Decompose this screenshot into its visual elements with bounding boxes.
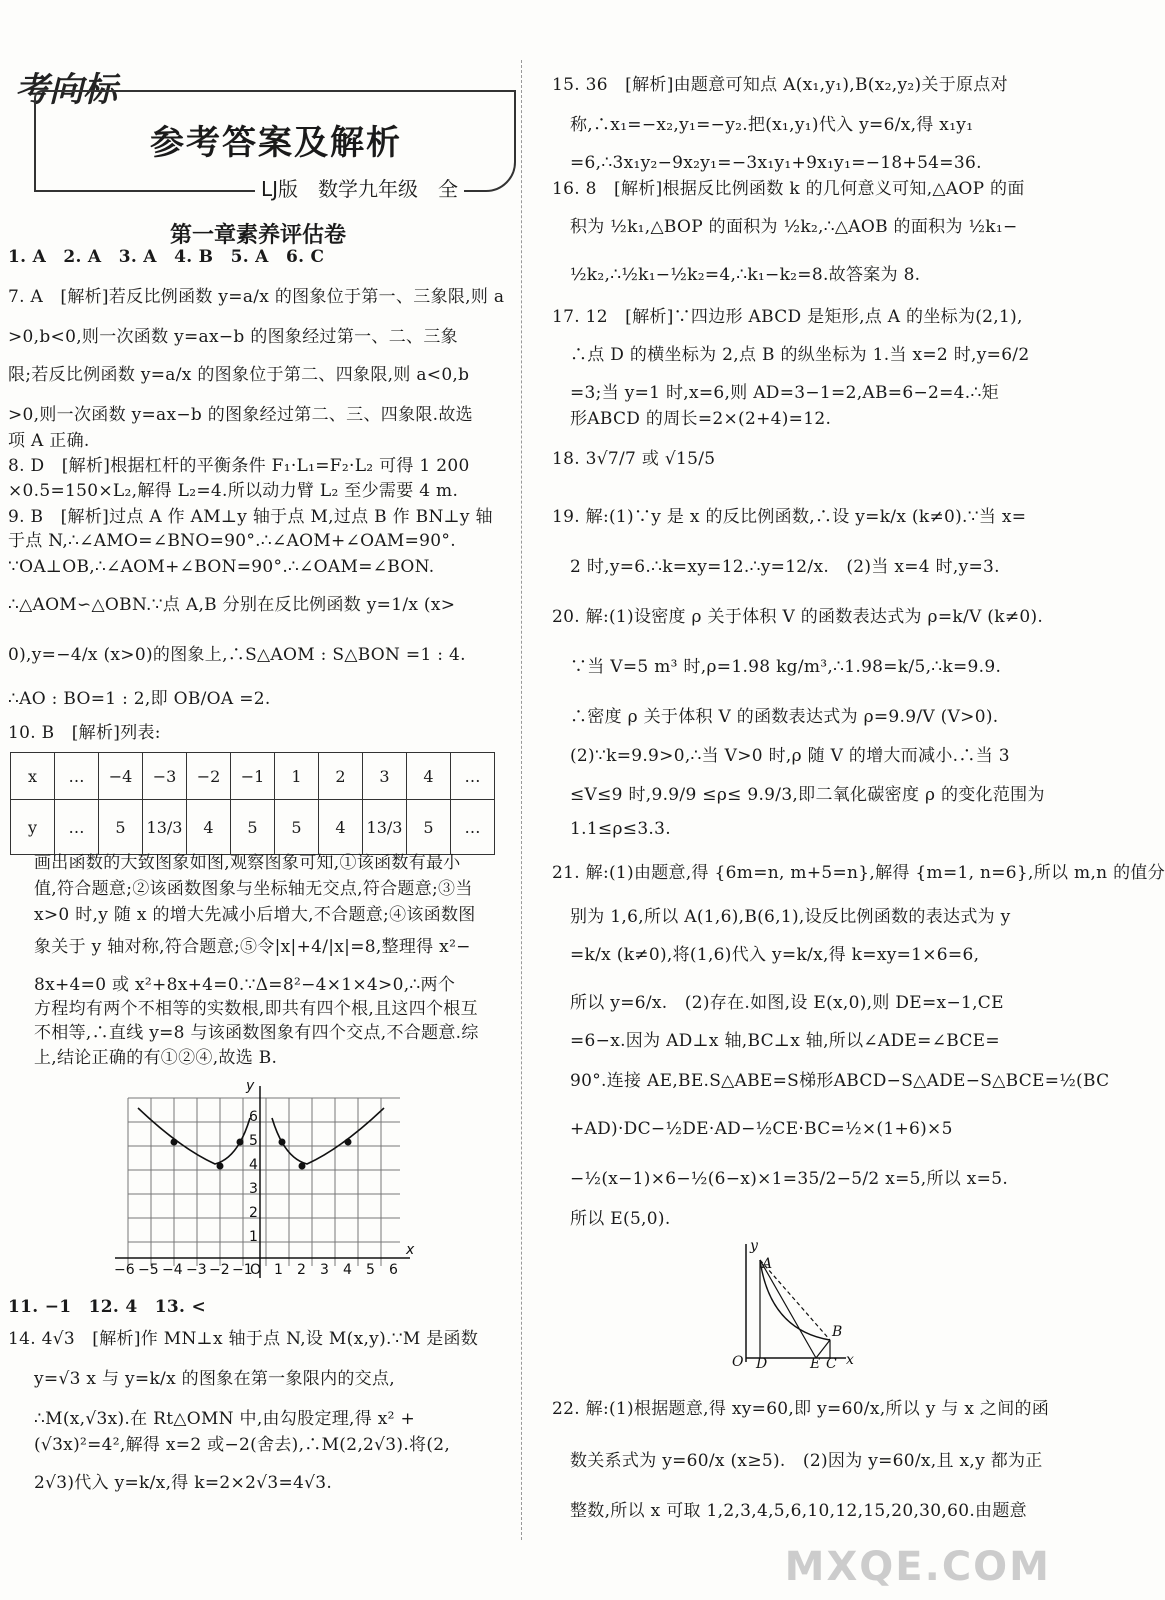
answer-line: >0,则一次函数 y=ax−b 的图象经过第二、三、四象限.故选 — [8, 405, 473, 425]
answer-line: 于点 N,∴∠AMO=∠BNO=90°.∴∠AOM+∠OAM=90°. — [8, 531, 456, 551]
table-cell: −2 — [187, 753, 231, 800]
answer-line: 所以 y=6/x. (2)存在.如图,设 E(x,0),则 DE=x−1,CE — [570, 993, 1004, 1013]
answer-line: 0),y=−4/x (x>0)的图象上,∴S△AOM : S△BON =1 : 4. — [8, 645, 466, 665]
answer-line: 限;若反比例函数 y=a/x 的图象位于第二、四象限,则 a<0,b — [8, 365, 470, 385]
table-cell: 5 — [99, 800, 143, 855]
answer-line: 17. 12 [解析]∵四边形 ABCD 是矩形,点 A 的坐标为(2,1), — [552, 307, 1023, 327]
segment-AB — [760, 1260, 830, 1340]
answer-line: 8. D [解析]根据杠杆的平衡条件 F₁·L₁=F₂·L₂ 可得 1 200 — [8, 456, 470, 476]
answer-line: 9. B [解析]过点 A 作 AM⊥y 轴于点 M,过点 B 作 BN⊥y 轴 — [8, 507, 493, 527]
answer-line: 形ABCD 的周长=2×(2+4)=12. — [570, 409, 832, 429]
answer-line: 18. 3√7/7 或 √15/5 — [552, 449, 716, 469]
table-cell: y — [11, 800, 55, 855]
answer-line: 90°.连接 AE,BE.S△ABE=S梯形ABCD−S△ADE−S△BCE=½(BC — [570, 1071, 1110, 1091]
answer-line: 积为 ½k₁,△BOP 的面积为 ½k₂,∴△AOB 的面积为 ½k₁− — [570, 217, 1018, 237]
x-tick-label: 4 — [343, 1262, 352, 1278]
answer-line: (√3x)²=4²,解得 x=2 或−2(舍去),∴M(2,2√3).将(2, — [34, 1435, 451, 1455]
answer-line: 11. −1 12. 4 13. < — [8, 1297, 207, 1317]
answer-line: =6−x.因为 AD⊥x 轴,BC⊥x 轴,所以∠ADE=∠BCE= — [570, 1031, 1000, 1051]
answer-line: (2)∵k=9.9>0,∴当 V>0 时,ρ 随 V 的增大而减小.∴当 3 — [570, 746, 1010, 766]
table-cell: 5 — [275, 800, 319, 855]
answer-line: 20. 解:(1)设密度 ρ 关于体积 V 的函数表达式为 ρ=k/V (k≠0). — [552, 607, 1044, 627]
table-cell: −4 — [99, 753, 143, 800]
table-cell: 4 — [407, 753, 451, 800]
x-tick-label: 5 — [366, 1262, 375, 1278]
answer-line: 2√3)代入 y=k/x,得 k=2×2√3=4√3. — [34, 1473, 333, 1493]
table-cell: … — [55, 800, 99, 855]
answer-line: 所以 E(5,0). — [570, 1209, 671, 1229]
answer-line: 10. B [解析]列表: — [8, 723, 161, 743]
answer-line: ∴点 D 的横坐标为 2,点 B 的纵坐标为 1.当 x=2 时,y=6/2 — [570, 345, 1030, 365]
value-table — [10, 752, 495, 855]
x-tick-label: 2 — [297, 1262, 306, 1278]
graph-point — [345, 1139, 352, 1146]
figure-label-C: C — [826, 1356, 837, 1372]
figure-label-B: B — [832, 1324, 843, 1340]
answer-line: =k/x (k≠0),将(1,6)代入 y=k/x,得 k=xy=1×6=6, — [570, 945, 980, 965]
y-tick-label: 1 — [249, 1229, 258, 1245]
figure-label-O: O — [732, 1354, 744, 1370]
answer-line: +AD)·DC−½DE·AD−½CE·BC=½×(1+6)×5 — [570, 1119, 953, 1139]
answer-line: ∴AO : BO=1 : 2,即 OB/OA =2. — [8, 689, 271, 709]
table-row-y — [11, 800, 495, 855]
answer-line: 15. 36 [解析]由题意可知点 A(x₁,y₁),B(x₂,y₂)关于原点对 — [552, 75, 1008, 95]
y-axis-label: y — [246, 1078, 255, 1094]
x-tick-label: −4 — [162, 1262, 183, 1278]
answer-line: ≤V≤9 时,9.9/9 ≤ρ≤ 9.9/3,即二氧化碳密度 ρ 的变化范围为 — [570, 785, 1045, 805]
answer-line: 数关系式为 y=60/x (x≥5). (2)因为 y=60/x,且 x,y 都为正 — [570, 1451, 1043, 1471]
table-cell: … — [451, 800, 495, 855]
column-divider — [521, 60, 522, 1540]
graph-point — [217, 1163, 224, 1170]
figure-label-D: D — [756, 1356, 768, 1372]
graph-point — [299, 1163, 306, 1170]
answer-line: 象关于 y 轴对称,符合题意;⑤令|x|+4/|x|=8,整理得 x²− — [34, 937, 471, 957]
table-cell: 4 — [187, 800, 231, 855]
answer-line: 方程均有两个不相等的实数根,即共有四个根,且这四个根互 — [34, 999, 478, 1019]
table-cell: −1 — [231, 753, 275, 800]
x-tick-label: 3 — [320, 1262, 329, 1278]
answer-line: 1. A 2. A 3. A 4. B 5. A 6. C — [8, 247, 325, 267]
answer-line: 2 时,y=6.∴k=xy=12.∴y=12/x. (2)当 x=4 时,y=3. — [570, 557, 1000, 577]
page-title: 参考答案及解析 — [150, 123, 402, 163]
graph-curve-left — [138, 1108, 250, 1164]
graph-point — [171, 1139, 178, 1146]
figure-label-E: E — [810, 1356, 821, 1372]
answer-line: 1.1≤ρ≤3.3. — [570, 819, 671, 839]
x-tick-label: −2 — [209, 1262, 230, 1278]
graph-grid — [128, 1098, 400, 1266]
x-axis-label: x — [406, 1242, 415, 1258]
answer-line: 上,结论正确的有①②④,故选 B. — [34, 1048, 278, 1068]
table-cell: 13/3 — [363, 800, 407, 855]
y-tick-label: 6 — [249, 1109, 258, 1125]
table-cell: x — [11, 753, 55, 800]
x-tick-label: 1 — [274, 1262, 283, 1278]
answer-line: −½(x−1)×6−½(6−x)×1=35/2−5/2 x=5,所以 x=5. — [570, 1169, 1009, 1189]
table-cell: 2 — [319, 753, 363, 800]
y-tick-label: 4 — [249, 1157, 258, 1173]
x-tick-label: −5 — [138, 1262, 159, 1278]
x-tick-label: −1 — [232, 1262, 253, 1278]
y-tick-label: 3 — [249, 1181, 258, 1197]
watermark: MXQE.COM — [784, 1544, 1051, 1590]
segment-AE — [760, 1260, 816, 1358]
answer-line: ∴密度 ρ 关于体积 V 的函数表达式为 ρ=9.9/V (V>0). — [570, 707, 999, 727]
table-cell: 5 — [407, 800, 451, 855]
answer-line: ∴M(x,√3x).在 Rt△OMN 中,由勾股定理,得 x² + — [34, 1409, 416, 1429]
answer-line: 14. 4√3 [解析]作 MN⊥x 轴于点 N,设 M(x,y).∵M 是函数 — [8, 1329, 479, 1349]
y-tick-label: 2 — [249, 1205, 258, 1221]
answer-line: =3;当 y=1 时,x=6,则 AD=3−1=2,AB=6−2=4.∴矩 — [570, 383, 999, 403]
table-cell: 13/3 — [143, 800, 187, 855]
x-tick-label: 6 — [389, 1262, 398, 1278]
figure-label-x: x — [846, 1352, 854, 1368]
table-cell: 1 — [275, 753, 319, 800]
answer-line: ∵OA⊥OB,∴∠AOM+∠BON=90°.∴∠OAM=∠BON. — [8, 557, 435, 577]
answer-line: x>0 时,y 随 x 的增大先减小后增大,不合题意;④该函数图 — [34, 905, 476, 925]
answer-line: ∴△AOM∽△OBN.∵点 A,B 分别在反比例函数 y=1/x (x> — [8, 595, 456, 615]
table-cell: 4 — [319, 800, 363, 855]
answer-line: 8x+4=0 或 x²+8x+4=0.∵Δ=8²−4×1×4>0,∴两个 — [34, 975, 456, 995]
answer-line: 画出函数的大致图象如图,观察图象可知,①该函数有最小 — [34, 853, 461, 873]
answer-line: >0,b<0,则一次函数 y=ax−b 的图象经过第一、二、三象 — [8, 327, 458, 347]
answer-line: 7. A [解析]若反比例函数 y=a/x 的图象位于第一、三象限,则 a — [8, 287, 505, 307]
answer-line: 不相等,∴直线 y=8 与该函数图象有四个交点,不合题意.综 — [34, 1023, 479, 1043]
table-cell: … — [451, 753, 495, 800]
page-subtitle: LJ版 数学九年级 全 — [255, 173, 464, 202]
graph-point — [237, 1139, 244, 1146]
y-tick-label: 5 — [249, 1133, 258, 1149]
section-title: 第一章素养评估卷 — [170, 223, 347, 248]
table-row-x — [11, 753, 495, 800]
answer-line: 22. 解:(1)根据题意,得 xy=60,即 y=60/x,所以 y 与 x 之间的函 — [552, 1399, 1050, 1419]
table-cell: −3 — [143, 753, 187, 800]
origin-label: O — [250, 1262, 262, 1278]
figure-label-y: y — [750, 1238, 758, 1254]
figure-label-A: A — [762, 1256, 773, 1272]
table-cell: 3 — [363, 753, 407, 800]
table-cell: … — [55, 753, 99, 800]
answer-line: ×0.5=150×L₂,解得 L₂=4.所以动力臂 L₂ 至少需要 4 m. — [8, 481, 459, 501]
geometry-figure — [726, 1238, 856, 1370]
brand-logo: 考向标 — [15, 70, 117, 110]
answer-line: 别为 1,6,所以 A(1,6),B(6,1),设反比例函数的表达式为 y — [570, 907, 1011, 927]
answer-line: ∵当 V=5 m³ 时,ρ=1.98 kg/m³,∴1.98=k/5,∴k=9.9. — [570, 657, 1002, 677]
answer-line: 整数,所以 x 可取 1,2,3,4,5,6,10,12,15,20,30,60.由题意 — [570, 1501, 1027, 1521]
graph-point — [279, 1139, 286, 1146]
answer-line: y=√3 x 与 y=k/x 的图象在第一象限内的交点, — [34, 1369, 395, 1389]
answer-line: 值,符合题意;②该函数图象与坐标轴无交点,符合题意;③当 — [34, 879, 473, 899]
x-tick-label: −3 — [186, 1262, 207, 1278]
answer-line: 项 A 正确. — [8, 431, 90, 451]
answer-line: 16. 8 [解析]根据反比例函数 k 的几何意义可知,△AOP 的面 — [552, 179, 1025, 199]
answer-line: 称,∴x₁=−x₂,y₁=−y₂.把(x₁,y₁)代入 y=6/x,得 x₁y₁ — [570, 115, 974, 135]
answer-line: ½k₂,∴½k₁−½k₂=4,∴k₁−k₂=8.故答案为 8. — [570, 265, 921, 285]
answer-line: 21. 解:(1)由题意,得 {6m=n, m+5=n},解得 {m=1, n=6},所以 m,n 的值分 — [552, 863, 1165, 883]
answer-line: 19. 解:(1)∵y 是 x 的反比例函数,∴设 y=k/x (k≠0).∵当 x= — [552, 507, 1027, 527]
table-cell: 5 — [231, 800, 275, 855]
answer-line: =6,∴3x₁y₂−9x₂y₁=−3x₁y₁+9x₁y₁=−18+54=36. — [570, 153, 982, 173]
x-tick-label: −6 — [114, 1262, 135, 1278]
function-graph — [110, 1078, 420, 1290]
